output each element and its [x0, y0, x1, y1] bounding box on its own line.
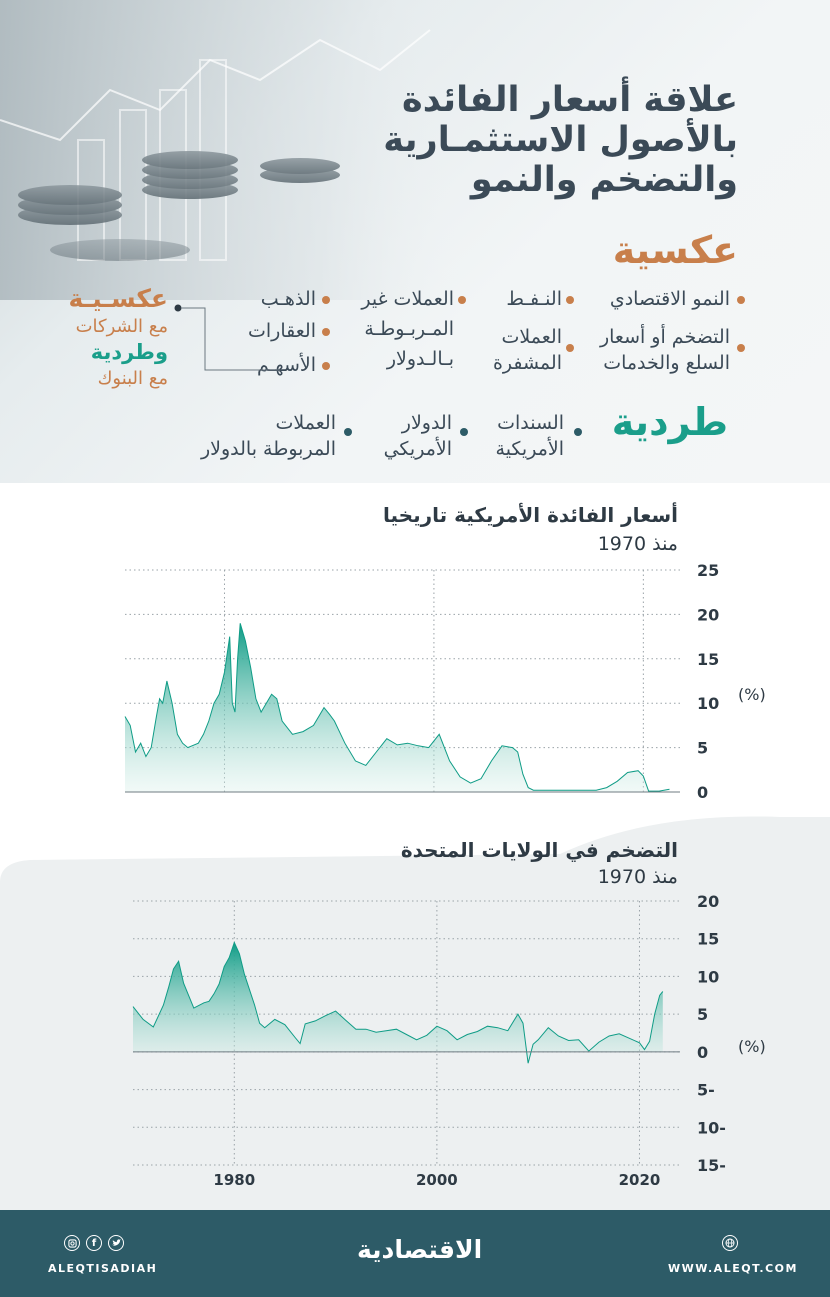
chart1-title: أسعار الفائدة الأمريكية تاريخيا [383, 503, 678, 527]
inverse-section-title: عكسية [612, 228, 738, 272]
inverse-item-economic-growth: النمو الاقتصادي [609, 288, 730, 310]
side-note-inverse: عكسـيـة [68, 284, 168, 313]
y-tick-label: 15 [697, 929, 720, 949]
website-link[interactable]: WWW.ALEQT.COM [668, 1262, 798, 1275]
chart1-subtitle: منذ 1970 [597, 533, 678, 555]
interest-rate-chart [0, 555, 830, 805]
inverse-item-real-estate: العقارات [248, 320, 316, 342]
social-icons [64, 1235, 124, 1251]
social-handle[interactable]: ALEQTISADIAH [48, 1262, 158, 1275]
y-tick-label: 20 [697, 892, 720, 911]
bullet-dot [566, 296, 574, 304]
y-tick-label: 15- [697, 1156, 726, 1175]
inverse-item-inflation-line1: التضخم أو أسعار [599, 326, 730, 348]
chart2-ylabel: (%) [738, 1037, 766, 1056]
x-tick-label: 1980 [213, 1171, 256, 1189]
twitter-icon[interactable] [108, 1235, 124, 1251]
direct-section-title: طردية [611, 400, 728, 444]
bullet-dot [322, 328, 330, 336]
side-note-banks: مع البنوك [97, 368, 168, 389]
direct-item-dollar-line2: الأمريكي [383, 438, 452, 460]
brand-logo: الاقتصادية [357, 1235, 483, 1264]
inverse-item-crypto-line1: العملات [501, 326, 562, 348]
y-tick-label: 15 [697, 649, 720, 669]
direct-item-bonds-line1: السندات [497, 412, 564, 434]
y-tick-label: 25 [697, 561, 720, 580]
y-tick-label: 20 [697, 605, 720, 625]
bullet-dot [322, 362, 330, 370]
bullet-dot [458, 296, 466, 304]
y-tick-label: 10 [697, 694, 720, 714]
inverse-item-unpegged-line1: العملات غير [361, 288, 454, 310]
x-tick-label: 2000 [416, 1171, 458, 1189]
inverse-item-crypto-line2: المشفرة [492, 352, 562, 374]
inverse-item-gold: الذهـب [260, 288, 316, 310]
title-line-3: والتضخم والنمو [470, 160, 738, 200]
series-area [125, 623, 670, 792]
side-note-companies: مع الشركات [75, 316, 168, 337]
chart2-title: التضخم في الولايات المتحدة [400, 838, 678, 862]
side-note-direct: وطردية [90, 340, 168, 364]
chart2-subtitle: منذ 1970 [597, 866, 678, 888]
direct-item-pegged-line1: العملات [275, 412, 336, 434]
direct-item-dollar-line1: الدولار [401, 412, 452, 434]
chart1-ylabel: (%) [738, 685, 766, 704]
y-tick-label: 0 [697, 1042, 709, 1062]
bullet-dot [344, 428, 352, 436]
y-tick-label: 5- [697, 1080, 715, 1100]
instagram-icon[interactable] [64, 1235, 80, 1251]
y-tick-label: 0 [697, 783, 709, 802]
inverse-item-stocks: الأسهـم [256, 354, 316, 376]
title-line-1: علاقة أسعار الفائدة [402, 80, 738, 120]
bullet-dot [737, 344, 745, 352]
stocks-connector-line [170, 300, 320, 380]
bullet-dot [322, 296, 330, 304]
inverse-item-oil: النـفـط [506, 288, 562, 310]
inverse-item-inflation-line2: السلع والخدمات [603, 352, 730, 374]
bullet-dot [574, 428, 582, 436]
facebook-icon[interactable]: f [86, 1235, 102, 1251]
direct-item-bonds-line2: الأمريكية [495, 438, 564, 460]
bullet-dot [737, 296, 745, 304]
y-tick-label: 10- [697, 1118, 726, 1138]
x-tick-label: 2020 [618, 1171, 661, 1189]
inverse-item-unpegged-line2: المـربـوطـة [364, 318, 454, 340]
y-tick-label: 10 [697, 967, 720, 987]
inflation-chart [0, 890, 830, 1200]
y-tick-label: 5 [697, 738, 709, 758]
inverse-item-unpegged-line3: بـالـدولار [386, 348, 454, 370]
globe-icon [722, 1235, 738, 1251]
title-line-2: بالأصول الاستثمـارية [383, 120, 738, 160]
bullet-dot [460, 428, 468, 436]
bullet-dot [566, 344, 574, 352]
direct-item-pegged-line2: المربوطة بالدولار [200, 438, 336, 460]
y-tick-label: 5 [697, 1005, 709, 1025]
